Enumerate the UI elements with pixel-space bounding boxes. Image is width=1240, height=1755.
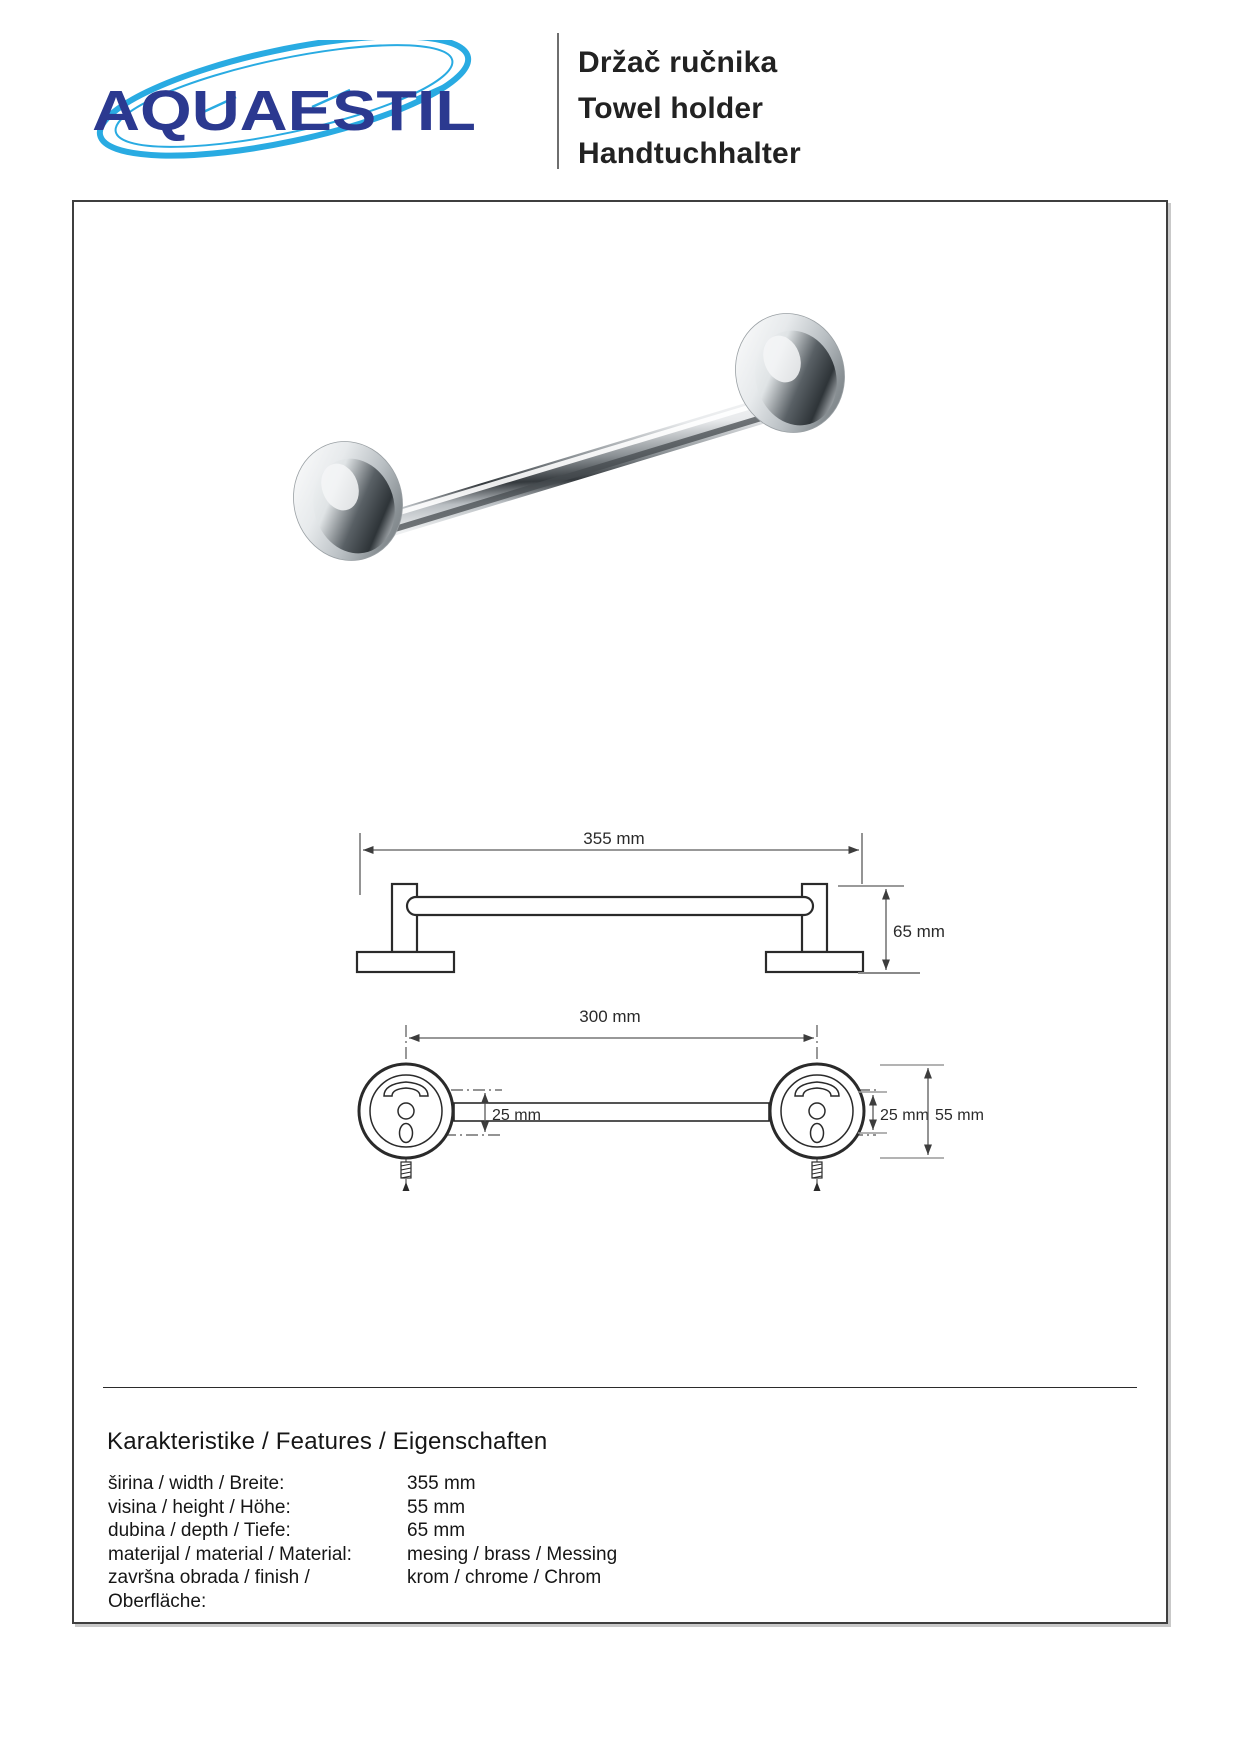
feature-row (108, 1519, 617, 1543)
towel-holder-photo-icon (270, 285, 910, 595)
feature-label: završna obrada / finish / Oberfläche: (108, 1567, 310, 1612)
feature-label: dubina / depth / Tiefe: (108, 1520, 291, 1542)
feature-value: 355 mm (407, 1473, 476, 1494)
product-photo (270, 285, 910, 595)
feature-value: krom / chrome / Chrom (407, 1567, 602, 1589)
dimension-hole-offset-left-label: 25 mm (492, 1107, 541, 1124)
dimension-drawing-icon (330, 820, 1000, 1210)
technical-drawing (330, 820, 1000, 1210)
product-title-de: Handtuchhalter (578, 137, 801, 170)
product-title-hr: Držač ručnika (578, 46, 778, 79)
features-heading: Karakteristike / Features / Eigenschaften (107, 1428, 548, 1455)
feature-row (108, 1496, 617, 1520)
feature-row (108, 1566, 617, 1613)
dimension-overall-width-label: 355 mm (583, 829, 645, 848)
product-title-en: Towel holder (578, 91, 764, 125)
feature-value: 55 mm (407, 1496, 466, 1518)
dimension-hole-offset-right-label: 25 mm (880, 1107, 929, 1124)
feature-label: visina / height / Höhe: (108, 1496, 291, 1518)
logo-text: AQUAESTIL (92, 79, 476, 143)
dimension-height-label: 65 mm (893, 922, 945, 941)
feature-row (108, 1472, 617, 1496)
feature-label: materijal / material / Material: (108, 1543, 352, 1565)
feature-row (108, 1543, 617, 1567)
aquaestil-logo (84, 40, 484, 160)
features-table (108, 1472, 617, 1614)
product-title-block (578, 40, 801, 177)
header-divider (557, 33, 559, 169)
dimension-plate-diameter-label: 55 mm (935, 1107, 984, 1124)
features-divider (103, 1387, 1137, 1388)
feature-value: 65 mm (407, 1520, 466, 1542)
feature-label: širina / width / Breite: (108, 1473, 285, 1494)
logo-swoosh-icon (84, 40, 484, 160)
dimension-mount-spacing-label: 300 mm (579, 1007, 641, 1026)
feature-value: mesing / brass / Messing (407, 1543, 618, 1565)
